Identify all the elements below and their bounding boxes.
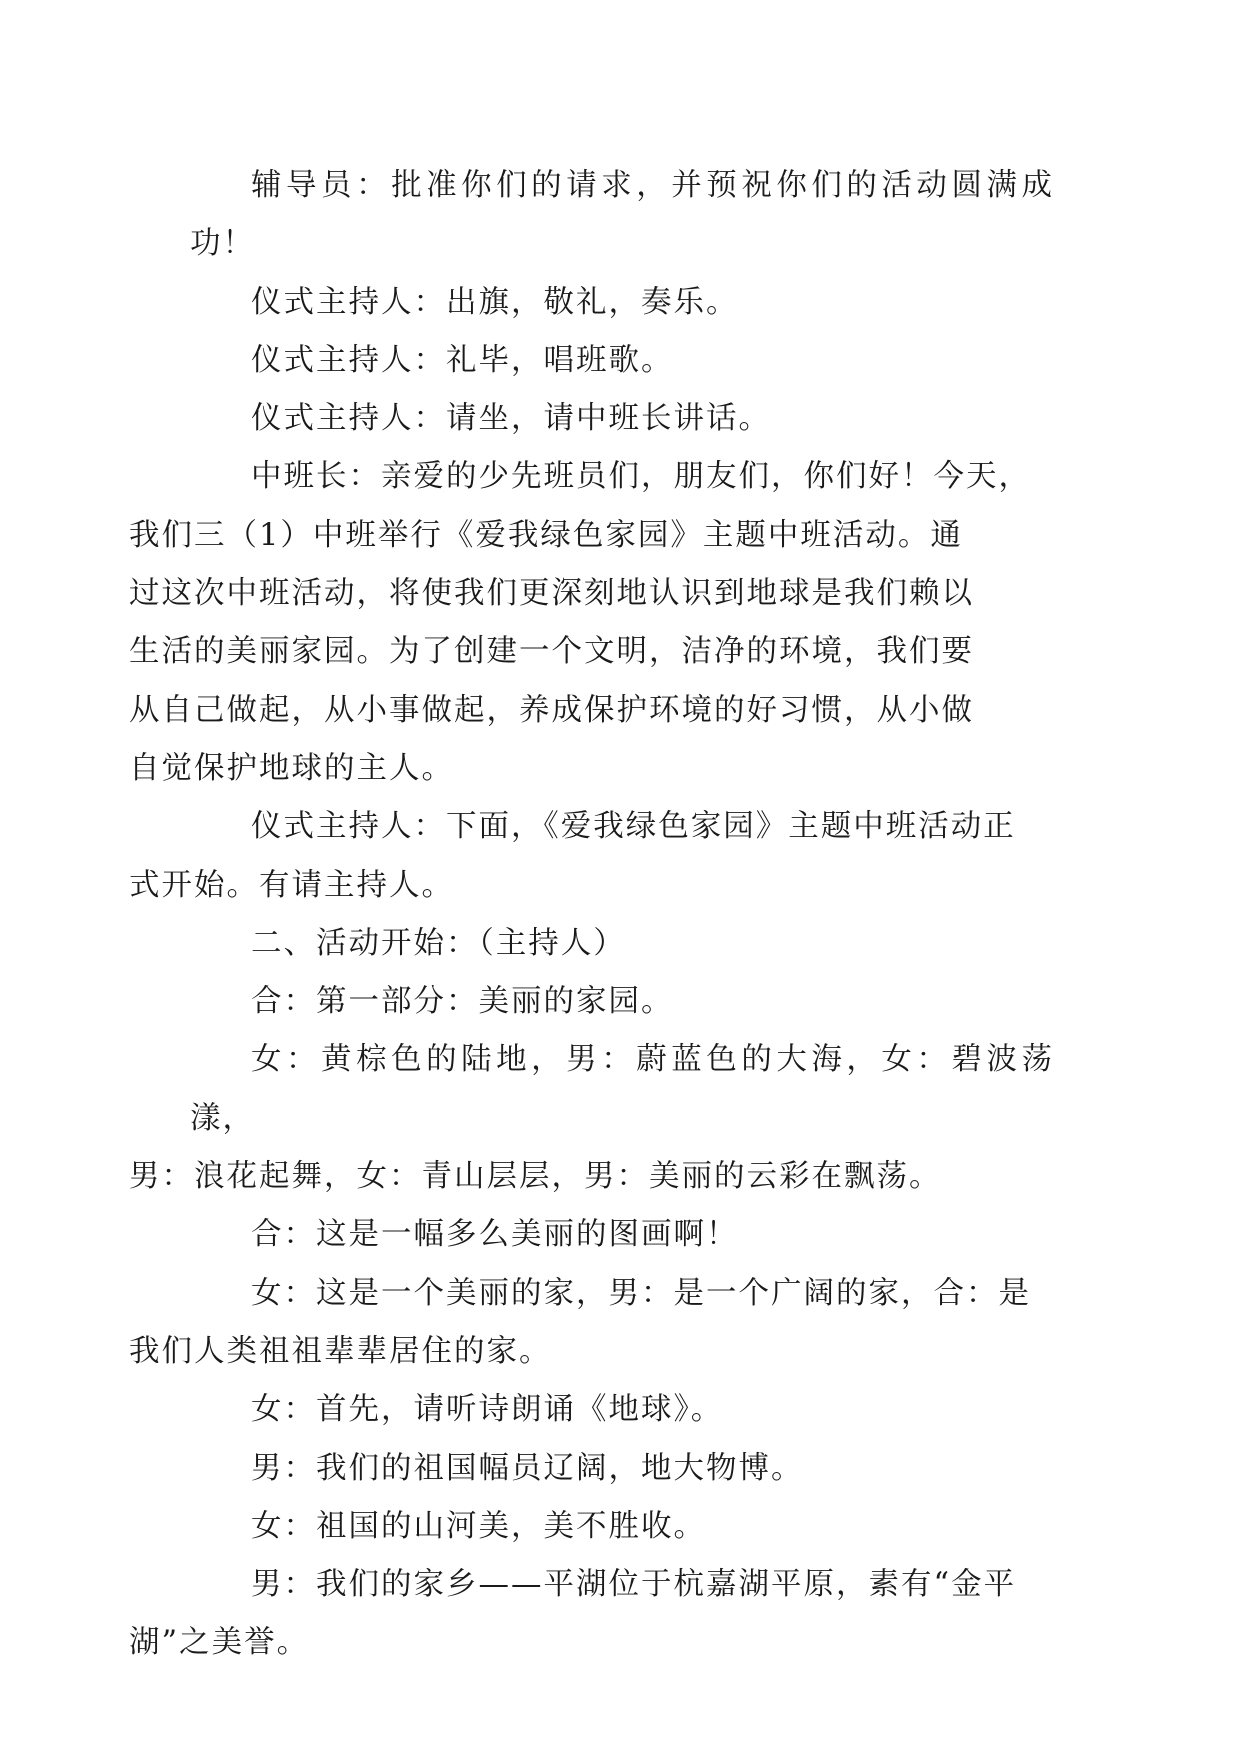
text-line: 湖”之美誉。 — [129, 1625, 310, 1661]
paragraph — [190, 157, 1054, 274]
paragraph — [190, 274, 1054, 332]
text-line: 式开始。有请主持人。 — [129, 867, 454, 903]
paragraph — [190, 915, 1054, 973]
text-line: 仪式主持人：礼毕，唱班歌。 — [251, 342, 674, 378]
paragraph — [190, 1206, 1054, 1264]
text-line: 生活的美丽家园。为了创建一个文明，洁净的环境，我们要 — [129, 634, 974, 670]
paragraph — [129, 1556, 1054, 1673]
paragraph — [190, 973, 1054, 1031]
text-line: 仪式主持人：出旗，敬礼，奏乐。 — [251, 284, 739, 320]
document-body — [129, 157, 1054, 1673]
text-line: 男：我们的祖国幅员辽阔，地大物博。 — [251, 1450, 804, 1486]
text-line: 女：首先，请听诗朗诵《地球》。 — [251, 1392, 724, 1428]
text-line: 辅导员：批准你们的请求，并预祝你们的活动圆满成功！ — [190, 168, 1054, 262]
text-line: 女：这是一个美丽的家，男：是一个广阔的家，合：是 — [251, 1275, 1031, 1311]
text-line: 仪式主持人：请坐，请中班长讲话。 — [251, 401, 771, 437]
text-line: 仪式主持人：下面，《爱我绿色家园》主题中班活动正 — [251, 809, 1016, 845]
paragraph — [190, 390, 1054, 448]
paragraph — [129, 1031, 1054, 1206]
text-line: 从自己做起，从小事做起，养成保护环境的好习惯，从小做 — [129, 692, 974, 728]
text-line: 男：我们的家乡——平湖位于杭嘉湖平原，素有“金平 — [251, 1567, 1017, 1603]
paragraph — [190, 1498, 1054, 1556]
text-line: 我们人类祖祖辈辈居住的家。 — [129, 1333, 552, 1369]
paragraph — [190, 332, 1054, 390]
paragraph — [190, 1381, 1054, 1439]
paragraph — [190, 1440, 1054, 1498]
paragraph — [129, 1265, 1054, 1382]
text-line: 合：这是一幅多么美丽的图画啊！ — [251, 1217, 739, 1253]
text-line: 过这次中班活动，将使我们更深刻地认识到地球是我们赖以 — [129, 576, 974, 612]
text-line: 女：祖国的山河美，美不胜收。 — [251, 1508, 706, 1544]
text-line: 自觉保护地球的主人。 — [129, 750, 454, 786]
paragraph — [129, 448, 1054, 798]
text-line: 女：黄棕色的陆地，男：蔚蓝色的大海，女：碧波荡漾， — [190, 1042, 1054, 1136]
text-line: 中班长：亲爱的少先班员们，朋友们，你们好！今天， — [251, 459, 1031, 495]
text-line: 二、活动开始：（主持人） — [251, 925, 626, 961]
paragraph — [129, 798, 1054, 915]
text-line: 合：第一部分：美丽的家园。 — [251, 984, 674, 1020]
text-line: 男：浪花起舞，女：青山层层，男：美丽的云彩在飘荡。 — [129, 1159, 942, 1195]
text-line: 我们三（1）中班举行《爱我绿色家园》主题中班活动。通 — [129, 517, 963, 553]
